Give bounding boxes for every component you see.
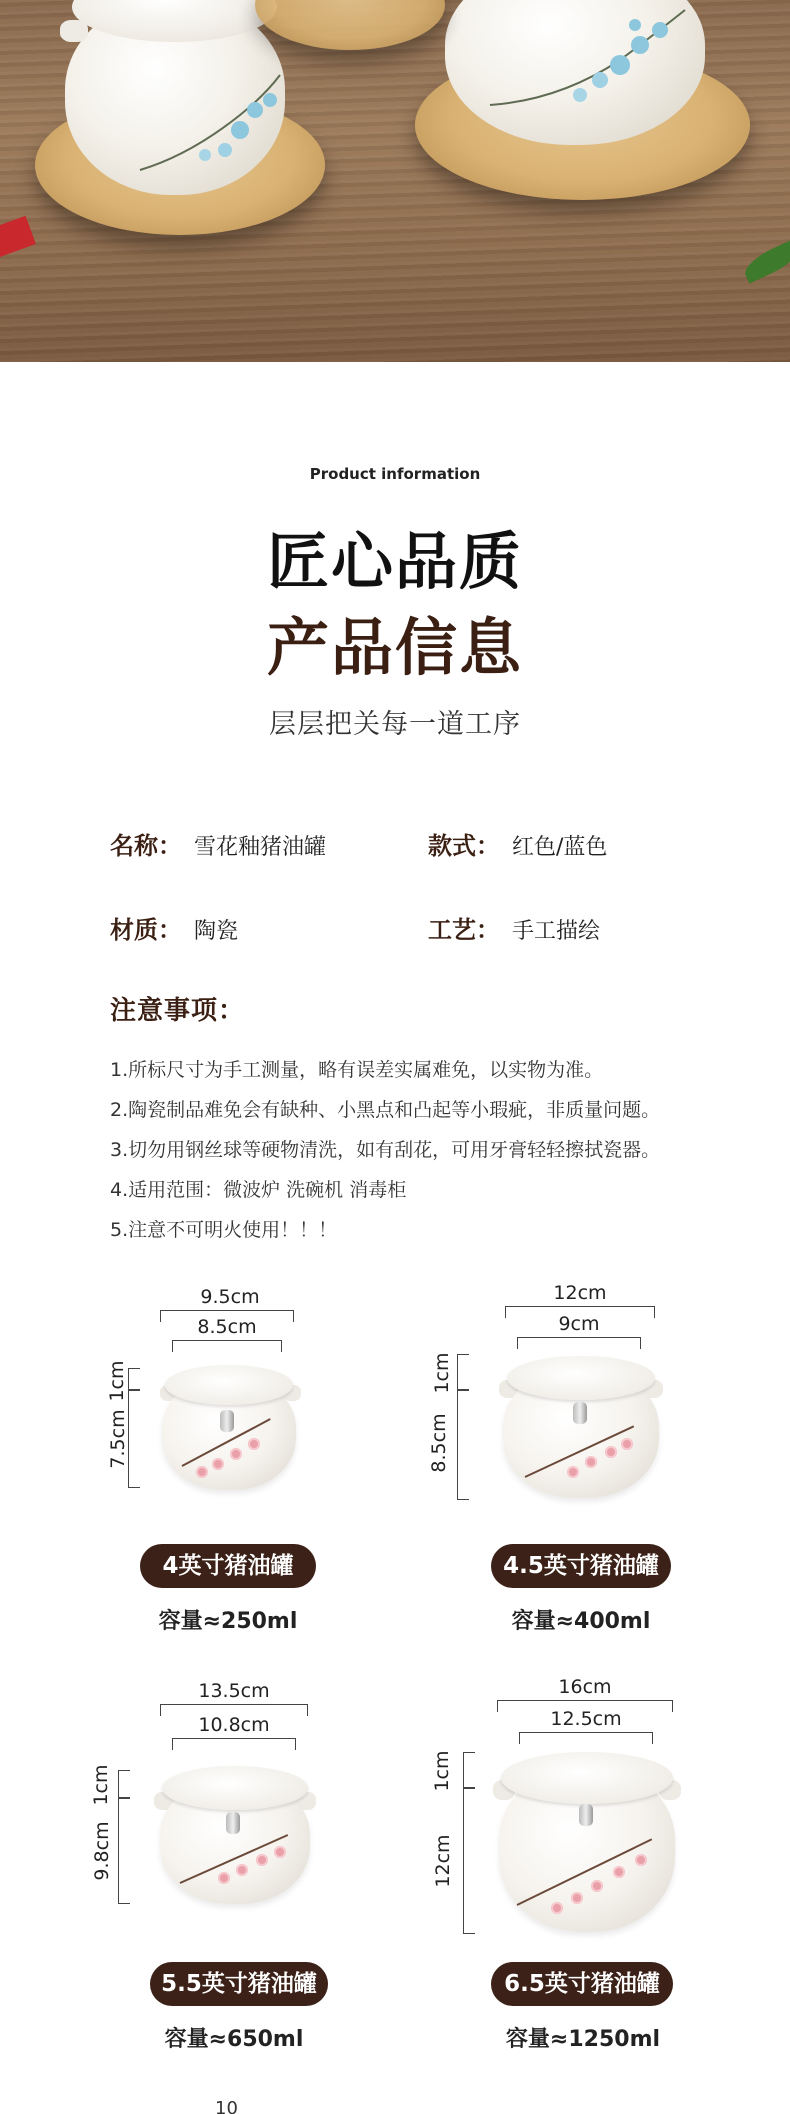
body-height-label: 9.8cm [91,1821,113,1881]
hero-product-photo [0,0,790,362]
inner-width-label: 10.8cm [198,1714,270,1736]
size-label-pill: 5.5英寸猪油罐 [150,1962,328,2006]
lid-height-label: 1cm [106,1360,128,1402]
pink-blossom [621,1438,633,1450]
outer-width-label: 16cm [558,1676,612,1698]
pink-blossom [567,1466,579,1478]
spec-value: 手工描绘 [512,919,601,944]
tagline: 层层把关每一道工序 [269,709,521,740]
jar-lid [165,1365,293,1405]
jar-lid [162,1766,308,1810]
pink-blossom [571,1892,583,1904]
footer-number: 10 [215,2098,238,2114]
pink-blossom [635,1854,647,1866]
inner-width-bracket [517,1337,641,1349]
pink-blossom [236,1864,248,1876]
lid-height-bracket [463,1752,475,1788]
pink-blossom [230,1448,242,1460]
lid-height-bracket [457,1354,469,1390]
body-height-label: 7.5cm [107,1409,129,1469]
inner-width-label: 8.5cm [197,1316,257,1338]
blue-blossom-decoration-left [130,55,290,185]
pink-blossom [256,1854,268,1866]
spoon-handle [579,1804,593,1826]
pink-blossom [212,1458,224,1470]
lid-height-label: 1cm [90,1764,112,1806]
title-line-2: 产品信息 [266,611,523,684]
spec-name [110,826,326,861]
outer-width-label: 9.5cm [200,1286,260,1308]
lid-height-label: 1cm [431,1750,453,1792]
body-height-bracket [457,1390,469,1500]
notice-item: 2.陶瓷制品难免会有缺种、小黑点和凸起等小瑕疵，非质量问题。 [110,1099,661,1121]
title-line-1: 匠心品质 [266,525,523,598]
inner-width-bracket [172,1340,282,1352]
spoon-handle [573,1402,587,1424]
size-label-pill: 4英寸猪油罐 [140,1544,316,1588]
lid-height-bracket [128,1368,140,1390]
blue-blossom-decoration-right [470,0,700,120]
lid-height-bracket [118,1770,130,1798]
pink-blossom [248,1438,260,1450]
size-card-4-5in [395,1280,790,1700]
inner-width-bracket [519,1732,653,1744]
capacity-text: 容量≈400ml [511,1609,651,1634]
inner-width-label: 9cm [558,1313,600,1335]
notice-item: 5.注意不可明火使用！！！ [110,1219,338,1241]
pink-blossom [591,1880,603,1892]
spec-key: 款式： [428,832,500,860]
inner-width-bracket [172,1738,296,1750]
body-height-bracket [463,1788,475,1934]
notice-item: 1.所标尺寸为手工测量，略有误差实属难免，以实物为准。 [110,1059,604,1081]
spoon-handle [226,1812,240,1834]
size-card-5-5in [0,1680,395,2100]
pink-blossom [585,1456,597,1468]
capacity-text: 容量≈650ml [164,2027,304,2052]
section-subtitle: Product information [309,465,481,483]
pink-blossom [613,1866,625,1878]
outer-width-label: 12cm [553,1282,607,1304]
jar-lid [501,1752,673,1804]
spec-value: 红色/蓝色 [512,835,608,860]
outer-width-label: 13.5cm [198,1680,270,1702]
spec-key: 工艺： [428,916,500,944]
jar-left-handle [60,20,88,42]
notice-list [110,1056,660,1256]
body-height-bracket [118,1798,130,1904]
size-label-pill: 4.5英寸猪油罐 [491,1544,671,1588]
pink-blossom [605,1446,617,1458]
spec-key: 名称： [110,832,182,860]
spec-material [110,910,238,945]
lid-height-label: 1cm [431,1352,453,1394]
body-height-bracket [128,1390,140,1488]
size-card-6-5in [395,1676,790,2100]
jar-lid [507,1356,655,1400]
notice-title: 注意事项： [110,996,246,1026]
pink-blossom [196,1466,208,1478]
notice-item: 3.切勿用钢丝球等硬物清洗，如有刮花，可用牙膏轻轻擦拭瓷器。 [110,1139,661,1161]
pink-blossom [551,1902,563,1914]
spec-value: 陶瓷 [194,919,239,944]
inner-width-label: 12.5cm [550,1708,622,1730]
pink-blossom [218,1872,230,1884]
spec-value: 雪花釉猪油罐 [194,835,327,860]
spec-craft [428,910,600,945]
spec-key: 材质： [110,916,182,944]
spec-style [428,826,607,861]
size-card-4in [0,1280,395,1700]
capacity-text: 容量≈250ml [158,1609,298,1634]
body-height-label: 12cm [432,1834,454,1888]
spoon-handle [220,1410,234,1432]
body-height-label: 8.5cm [428,1413,450,1473]
size-label-pill: 6.5英寸猪油罐 [491,1962,673,2006]
notice-item: 4.适用范围：微波炉 洗碗机 消毒柜 [110,1179,407,1201]
pink-blossom [274,1846,286,1858]
capacity-text: 容量≈1250ml [505,2027,661,2052]
